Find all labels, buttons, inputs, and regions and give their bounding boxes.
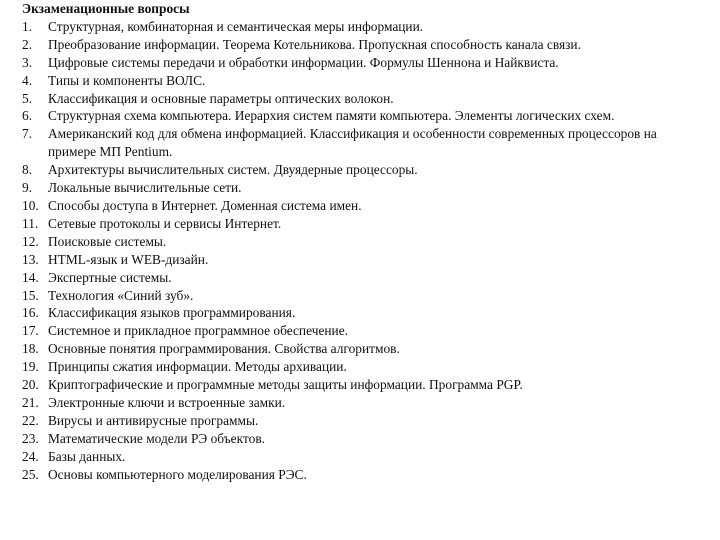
question-item-3: [22, 54, 702, 72]
question-number: 24.: [22, 448, 39, 464]
question-item-16: [22, 304, 702, 322]
question-text: Экспертные системы.: [48, 269, 172, 285]
question-number: 17.: [22, 323, 39, 339]
question-item-12: [22, 233, 702, 251]
question-item-5: [22, 90, 702, 108]
question-number: 10.: [22, 197, 39, 213]
question-text: Основные понятия программирования. Свойства алгоритмов.: [48, 341, 400, 357]
question-list: [22, 18, 702, 484]
question-item-8: [22, 161, 702, 179]
question-item-21: [22, 394, 702, 412]
question-text: Структурная, комбинаторная и семантическая меры информации.: [48, 18, 424, 34]
question-item-7: [22, 125, 702, 161]
question-number: 13.: [22, 251, 39, 267]
question-number: 14.: [22, 269, 39, 285]
question-text: Сетевые протоколы и сервисы Интернет.: [48, 215, 282, 231]
question-number: 9.: [22, 180, 33, 196]
question-text: Архитектуры вычислительных систем. Двуядерные процессоры.: [48, 162, 418, 178]
question-text: Типы и компоненты ВОЛС.: [48, 72, 206, 88]
question-text: Вирусы и антивирусные программы.: [48, 412, 259, 428]
question-number: 12.: [22, 233, 39, 249]
question-item-20: [22, 376, 702, 394]
question-text: Преобразование информации. Теорема Котельникова. Пропускная способность канала связи.: [48, 36, 581, 52]
question-number: 20.: [22, 377, 39, 393]
question-item-2: [22, 36, 702, 54]
question-item-25: [22, 466, 702, 484]
question-text: Системное и прикладное программное обеспечение.: [48, 323, 349, 339]
question-number: 22.: [22, 412, 39, 428]
question-text: HTML-язык и WEB-дизайн.: [48, 251, 209, 267]
question-number: 16.: [22, 305, 39, 321]
exam-questions-document: [22, 0, 702, 483]
question-text: Криптографические и программные методы защиты информации. Программа PGP.: [48, 377, 523, 393]
question-item-10: [22, 197, 702, 215]
question-text: Цифровые системы передачи и обработки информации. Формулы Шеннона и Найквиста.: [48, 54, 559, 70]
question-number: 1.: [22, 18, 33, 34]
question-number: 4.: [22, 72, 33, 88]
question-number: 15.: [22, 287, 39, 303]
question-number: 8.: [22, 162, 33, 178]
question-item-15: [22, 287, 702, 305]
question-number: 19.: [22, 359, 39, 375]
question-item-22: [22, 412, 702, 430]
question-text: Технология «Синий зуб».: [48, 287, 194, 303]
question-number: 23.: [22, 430, 39, 446]
question-text: Основы компьютерного моделирования РЭС.: [48, 466, 307, 482]
question-item-4: [22, 72, 702, 90]
question-item-13: [22, 251, 702, 269]
question-item-6: [22, 107, 702, 125]
question-text: Принципы сжатия информации. Методы архивации.: [48, 359, 347, 375]
question-item-23: [22, 430, 702, 448]
question-item-18: [22, 340, 702, 358]
question-item-11: [22, 215, 702, 233]
question-text: Электронные ключи и встроенные замки.: [48, 394, 286, 410]
question-number: 25.: [22, 466, 39, 482]
question-text: Классификация и основные параметры оптических волокон.: [48, 90, 394, 106]
question-text: Структурная схема компьютера. Иерархия систем памяти компьютера. Элементы логических схем.: [48, 108, 615, 124]
question-text: Классификация языков программирования.: [48, 305, 296, 321]
question-text: Базы данных.: [48, 448, 126, 464]
question-item-19: [22, 358, 702, 376]
question-number: 2.: [22, 36, 33, 52]
question-number: 18.: [22, 341, 39, 357]
question-number: 5.: [22, 90, 33, 106]
question-number: 21.: [22, 394, 39, 410]
question-text: Локальные вычислительные сети.: [48, 180, 242, 196]
question-item-9: [22, 179, 702, 197]
question-text: Поисковые системы.: [48, 233, 167, 249]
question-item-1: [22, 18, 702, 36]
document-title: Экзаменационные вопросы: [22, 1, 190, 16]
question-text: Способы доступа в Интернет. Доменная система имен.: [48, 197, 362, 213]
question-item-24: [22, 448, 702, 466]
question-item-17: [22, 322, 702, 340]
question-number: 11.: [22, 215, 39, 231]
question-number: 3.: [22, 54, 33, 70]
question-text: Американский код для обмена информацией. Классификация и особенности современных процессоров на примере МП Pentium.: [48, 126, 657, 160]
question-number: 6.: [22, 108, 33, 124]
question-text: Математические модели РЭ объектов.: [48, 430, 265, 446]
question-item-14: [22, 269, 702, 287]
question-number: 7.: [22, 126, 33, 142]
